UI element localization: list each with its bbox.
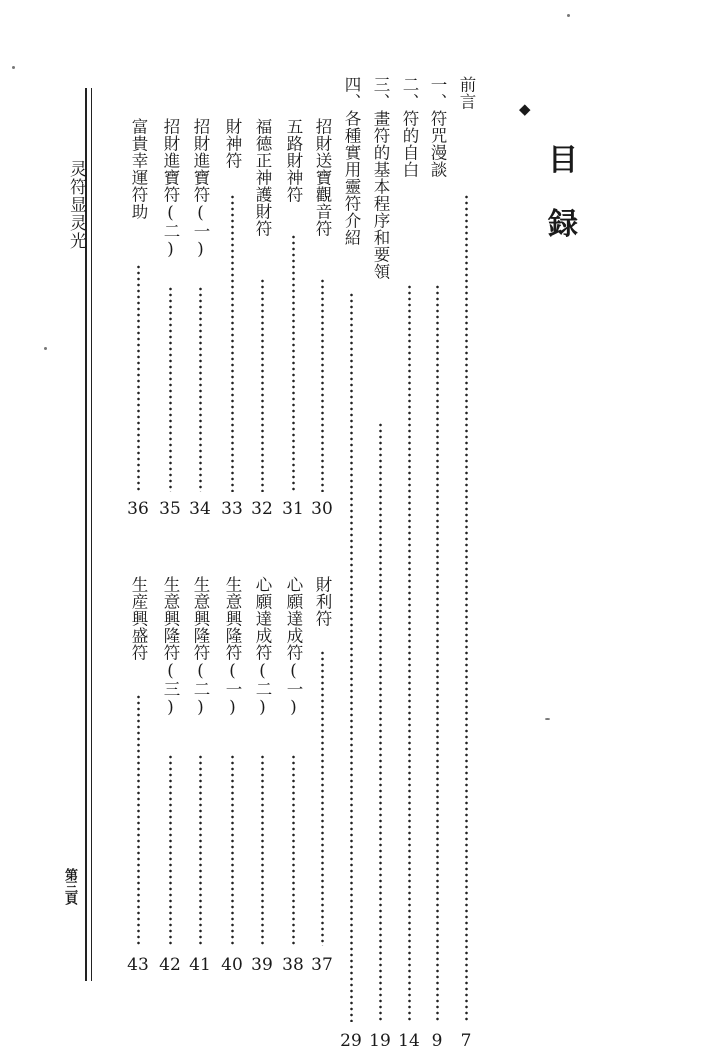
leader-dots bbox=[292, 754, 295, 946]
toc-entry-page: 36 bbox=[127, 499, 149, 519]
leader-dots bbox=[199, 754, 202, 946]
toc-entry-title: 招財送寶觀音符 bbox=[313, 118, 332, 237]
toc-entry-title: 三、畫符的基本程序和要領 bbox=[371, 76, 390, 280]
scan-speck bbox=[12, 66, 15, 69]
leader-dots bbox=[350, 292, 353, 1022]
toc-entry-title: 心願達成符(一) bbox=[284, 576, 303, 717]
toc-entry-title: 富貴幸運符助 bbox=[129, 118, 148, 220]
heading-char: 録 bbox=[548, 207, 578, 242]
leader-dots bbox=[261, 278, 264, 492]
toc-entry-title: 生意興隆符(二) bbox=[191, 576, 210, 717]
toc-entry-page: 7 bbox=[460, 1031, 472, 1051]
leader-dots bbox=[408, 284, 411, 1022]
toc-entry-title: 前言 bbox=[457, 76, 476, 110]
scan-speck bbox=[545, 718, 550, 720]
toc-entry-page: 9 bbox=[431, 1031, 443, 1051]
toc-entry-page: 29 bbox=[340, 1031, 362, 1051]
leader-dots bbox=[231, 754, 234, 946]
toc-entry-title: 生産興盛符 bbox=[129, 576, 148, 661]
toc-entry-title: 一、符咒漫談 bbox=[428, 76, 447, 178]
scan-speck bbox=[567, 14, 570, 17]
toc-entry-title: 招財進寶符(一) bbox=[191, 118, 210, 259]
toc-entry-title: 財利符 bbox=[313, 576, 332, 627]
toc-entry-page: 19 bbox=[369, 1031, 391, 1051]
leader-dots bbox=[137, 264, 140, 492]
heading-char: 目 bbox=[548, 143, 578, 178]
leader-dots bbox=[321, 650, 324, 946]
leader-dots bbox=[261, 754, 264, 946]
toc-entry-page: 32 bbox=[251, 499, 273, 519]
toc-entry-page: 14 bbox=[398, 1031, 420, 1051]
leader-dots bbox=[436, 284, 439, 1022]
toc-entry-page: 33 bbox=[221, 499, 243, 519]
leader-dots bbox=[465, 194, 468, 1022]
toc-entry-title: 二、符的自白 bbox=[400, 76, 419, 178]
toc-entry-title: 四、各種實用靈符介紹 bbox=[342, 76, 361, 246]
toc-entry-page: 31 bbox=[282, 499, 304, 519]
leader-dots bbox=[231, 194, 234, 492]
toc-entry-title: 財神符 bbox=[223, 118, 242, 169]
toc-heading bbox=[548, 143, 578, 242]
page-number-label: 第三頁 bbox=[62, 868, 77, 904]
leader-dots bbox=[292, 234, 295, 492]
toc-entry-page: 38 bbox=[282, 955, 304, 975]
leader-dots bbox=[199, 286, 202, 492]
toc-entry-title: 招財進寶符(二) bbox=[161, 118, 180, 259]
toc-entry-title: 心願達成符(二) bbox=[253, 576, 272, 717]
toc-entry-title: 五路財神符 bbox=[284, 118, 303, 203]
toc-entry-page: 41 bbox=[189, 955, 211, 975]
toc-entry-page: 35 bbox=[159, 499, 181, 519]
leader-dots bbox=[321, 278, 324, 492]
toc-entry-page: 34 bbox=[189, 499, 211, 519]
toc-entry-page: 42 bbox=[159, 955, 181, 975]
bullet-mark: ◆ bbox=[519, 100, 531, 118]
toc-entry-page: 37 bbox=[311, 955, 333, 975]
leader-dots bbox=[379, 422, 382, 1022]
scan-speck bbox=[44, 347, 47, 350]
leader-dots bbox=[169, 754, 172, 946]
margin-rule bbox=[91, 88, 92, 981]
leader-dots bbox=[137, 694, 140, 946]
toc-entry-page: 39 bbox=[251, 955, 273, 975]
toc-entry-page: 43 bbox=[127, 955, 149, 975]
toc-entry-title: 生意興隆符(一) bbox=[223, 576, 242, 717]
toc-entry-page: 40 bbox=[221, 955, 243, 975]
book-title: 灵符显灵光 bbox=[66, 160, 86, 250]
leader-dots bbox=[169, 286, 172, 492]
toc-entry-title: 生意興隆符(三) bbox=[161, 576, 180, 717]
toc-entry-title: 福德正神護財符 bbox=[253, 118, 272, 237]
toc-entry-page: 30 bbox=[311, 499, 333, 519]
